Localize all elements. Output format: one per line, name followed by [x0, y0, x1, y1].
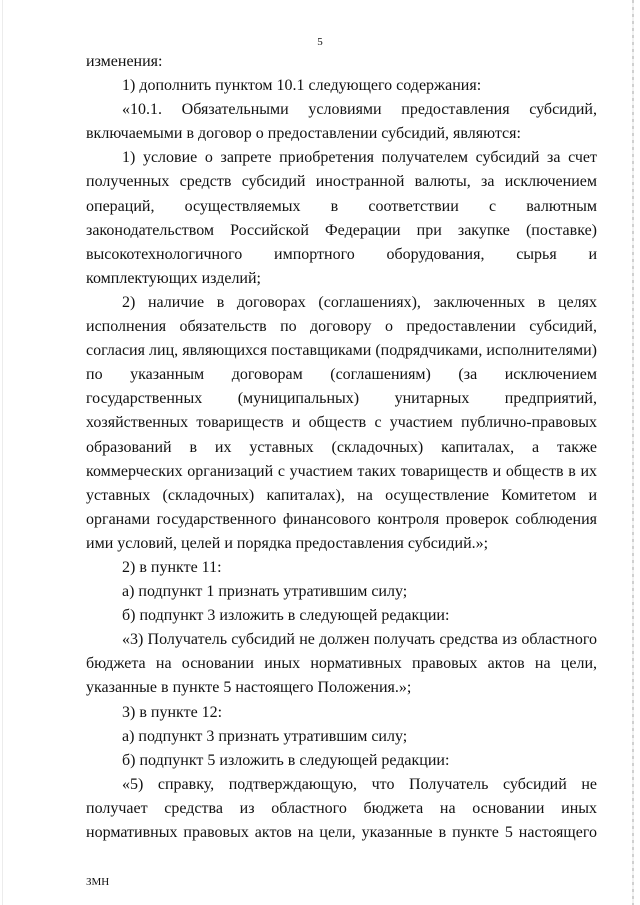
paragraph: 1) условие о запрете приобретения получателем субсидий за счет полученных средств субсидий иностранной валюты, за исключением операций, осуществляемых в соответствии с валютным законодательством Российской Федерации при закупке (поставке) высокотехнологичного импортного оборудования, сырья и комплектующих изделий;: [86, 149, 597, 287]
footer-code: ЗМН: [86, 876, 110, 888]
paragraph: 2) в пункте 11:: [122, 558, 222, 576]
paragraph: б) подпункт 3 изложить в следующей редакции:: [122, 607, 450, 625]
scan-edge-right: [632, 0, 634, 905]
paragraph: 1) дополнить пунктом 10.1 следующего содержания:: [122, 77, 482, 95]
paragraph: «3) Получатель субсидий не должен получать средства из областного бюджета на основании иных нормативных правовых актов на цели, указанные в пункте 5 настоящего Положения.»;: [86, 631, 597, 697]
paragraph: «5) справку, подтверждающую, что Получатель субсидий не получает средства из областного бюджета на основании иных нормативных правовых актов на цели, указанные в пункте 5 настоящего: [86, 775, 597, 841]
document-body: [86, 50, 597, 845]
paragraph: а) подпункт 3 признать утратившим силу;: [122, 727, 408, 745]
paragraph: 3) в пункте 12:: [122, 703, 223, 721]
paragraph: б) подпункт 5 изложить в следующей редакции:: [122, 751, 450, 769]
paragraph: 2) наличие в договорах (соглашениях), заключенных в целях исполнения обязательств по договору о предоставлении субсидий, согласия лиц, являющихся поставщиками (подрядчиками, исполнителями) по указанным договорам (соглашениям) (за исключением государственных (муниципальных) унитарных предприятий, хозяйственных товариществ и обществ с участием публично-правовых образований в их уставных (складочных) капиталах, а также коммерческих организаций с участием таких товариществ и обществ в их уставных (складочных) капиталах), на осуществление Комитетом и органами государственного финансового контроля проверок соблюдения ими условий, целей и порядка предоставления субсидий.»;: [86, 293, 597, 552]
paragraph: а) подпункт 1 признать утратившим силу;: [122, 583, 408, 601]
page-number: 5: [317, 36, 323, 48]
paragraph: «10.1. Обязательными условиями предоставления субсидий, включаемыми в договор о предоставлении субсидий, являются:: [86, 101, 597, 143]
scan-edge-left: [2, 0, 3, 905]
paragraph: изменения:: [86, 53, 163, 70]
